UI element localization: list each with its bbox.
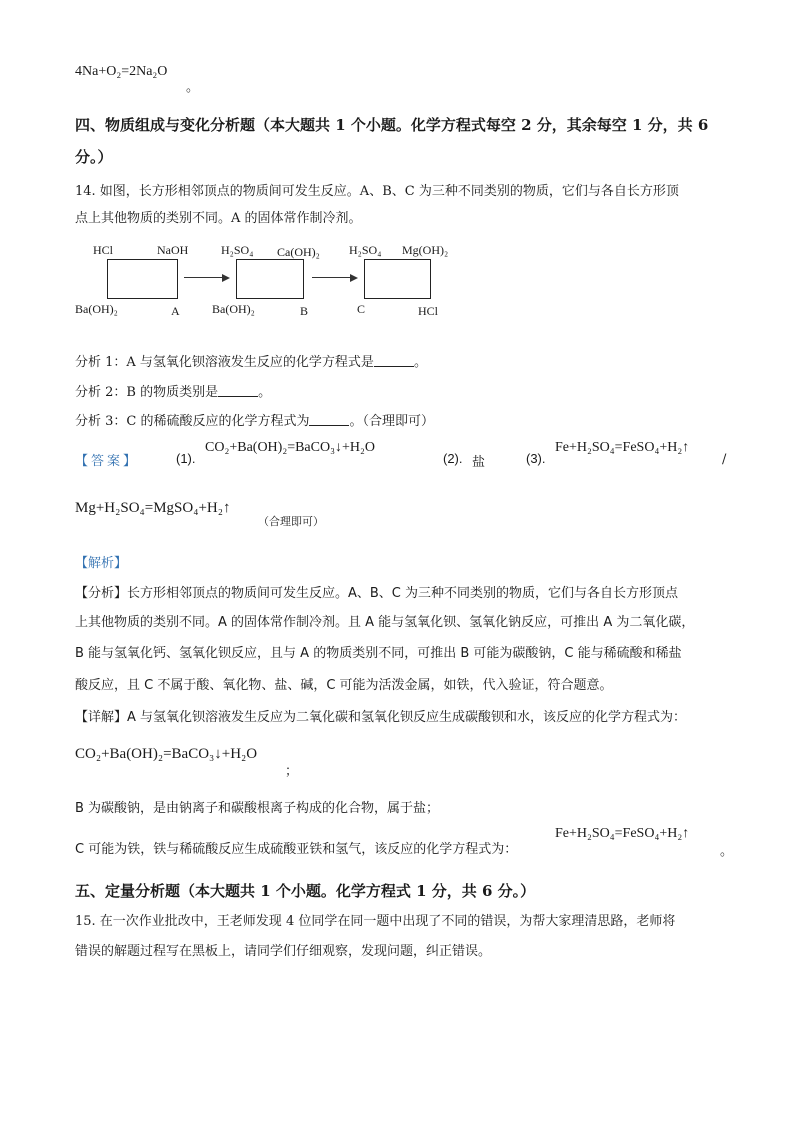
q14-analysis-3 <box>75 410 434 429</box>
analysis-detail-formula: CO₂+Ba(OH)₂=BaCO₃↓+H₂O <box>75 746 258 762</box>
analysis-c-line: C 可能为铁，铁与稀硫酸反应生成硫酸亚铁和氢气，该反应的化学方程式为： <box>75 842 518 857</box>
rect-3 <box>364 259 431 299</box>
analysis-p1-line4: 酸反应，且 C 不属于酸、氧化物、盐、碱，C 可能为活泼金属，如铁，代入验证，符合题意。 <box>75 678 613 693</box>
answer-value-2: 盐 <box>472 455 486 470</box>
section4-heading-line2: 分。） <box>75 148 113 166</box>
analysis-p1-line1: 【分析】长方形相邻顶点的物质间可发生反应。A、B、C 为三种不同类别的物质，它们与各自长方形顶点 <box>75 586 679 601</box>
q15-stem-line2: 错误的解题过程写在黑板上，请同学们仔细观察，发现问题，纠正错误。 <box>75 944 492 959</box>
q14-analysis-1-end: 。 <box>413 355 427 370</box>
rect1-top-right: NaOH <box>157 243 189 257</box>
answer-formula-1: CO₂+Ba(OH)₂=BaCO₃↓+H₂O <box>205 440 375 455</box>
q14-analysis-2-end: 。 <box>258 385 272 400</box>
rect-2 <box>236 259 304 299</box>
analysis-b-line: B 为碳酸钠，是由钠离子和碳酸根离子构成的化合物，属于盐； <box>75 801 440 816</box>
analysis-detail-formula-end: ； <box>285 764 299 779</box>
rect1-top-left: HCl <box>93 243 114 257</box>
q14-analysis-1-text: 分析 1：A 与氢氧化钡溶液发生反应的化学方程式是 <box>75 355 374 370</box>
answer-formula-3: Fe+H₂SO₄=FeSO₄+H₂↑ <box>555 440 690 455</box>
section5-heading: 五、定量分析题（本大题共 1 个小题。化学方程式 1 分，共 6 分。） <box>75 882 536 900</box>
q14-analysis-3-end: 。（合理即可） <box>349 414 434 429</box>
rect2-top-left: H₂SO₄ <box>221 243 254 257</box>
top-formula-text: 4Na+O₂=2Na₂O <box>75 64 168 79</box>
answer-num-3: (3). <box>526 451 546 466</box>
q15-stem-line1: 15. 在一次作业批改中，王老师发现 4 位同学在同一题中出现了不同的错误，为帮大家理清思路，老师将 <box>75 914 676 929</box>
analysis-p1-line3: B 能与氢氧化钙、氢氧化钡反应，且与 A 的物质类别不同，可推出 B 可能为碳酸钠，C 能与稀硫酸和稀盐 <box>75 646 682 661</box>
section4-heading-line1: 四、物质组成与变化分析题（本大题共 1 个小题。化学方程式每空 2 分，其余每空 1 分，共 6 <box>75 116 709 134</box>
arrow-1-to-2 <box>184 277 228 278</box>
answer-num-2: (2). <box>443 451 463 466</box>
answer-separator: / <box>722 452 727 467</box>
q14-analysis-3-text: 分析 3：C 的稀硫酸反应的化学方程式为 <box>75 414 310 429</box>
answer-note: （合理即可） <box>258 515 324 528</box>
analysis-p1-line2: 上其他物质的类别不同。A 的固体常作制冷剂。且 A 能与氢氧化钡、氢氧化钠反应，可推出 A 为二氧化碳， <box>75 615 695 630</box>
rect1-bottom-right: A <box>171 304 180 318</box>
q14-stem-line2: 点上其他物质的类别不同。A 的固体常作制冷剂。 <box>75 211 362 226</box>
rect-1 <box>107 259 178 299</box>
analysis-label: 【解析】 <box>75 556 128 571</box>
answer-blank-3[interactable] <box>309 414 349 426</box>
answer-label: 【答案】 <box>75 454 140 469</box>
rect3-bottom-left: C <box>357 302 366 316</box>
rect2-bottom-left: Ba(OH)₂ <box>212 302 255 316</box>
top-formula <box>75 64 167 80</box>
top-formula-period: 。 <box>186 80 200 95</box>
rect1-bottom-left: Ba(OH)₂ <box>75 302 118 316</box>
q14-analysis-2-text: 分析 2：B 的物质类别是 <box>75 385 219 400</box>
answer-blank-1[interactable] <box>374 355 414 367</box>
rect3-top-left: H₂SO₄ <box>349 243 382 257</box>
rect3-top-right: Mg(OH)₂ <box>402 243 449 257</box>
analysis-c-formula: Fe+H₂SO₄=FeSO₄+H₂↑ <box>555 826 690 841</box>
answer-formula-3b: Mg+H₂SO₄=MgSO₄+H₂↑ <box>75 500 231 516</box>
analysis-c-formula-end: 。 <box>720 844 734 859</box>
rect2-bottom-right: B <box>300 304 309 318</box>
rect3-bottom-right: HCl <box>418 304 439 318</box>
rect2-top-right: Ca(OH)₂ <box>277 245 320 259</box>
q14-stem-line1: 14. 如图，长方形相邻顶点的物质间可发生反应。A、B、C 为三种不同类别的物质，它们与各自长方形顶 <box>75 184 679 199</box>
analysis-detail: 【详解】A 与氢氧化钡溶液发生反应为二氧化碳和氢氧化钡反应生成碳酸钡和水，该反应的化学方程式为： <box>75 710 687 725</box>
q14-analysis-1 <box>75 351 427 370</box>
arrow-2-to-3 <box>312 277 356 278</box>
q14-analysis-2 <box>75 381 271 400</box>
answer-num-1: (1). <box>176 451 196 466</box>
answer-blank-2[interactable] <box>218 385 258 397</box>
